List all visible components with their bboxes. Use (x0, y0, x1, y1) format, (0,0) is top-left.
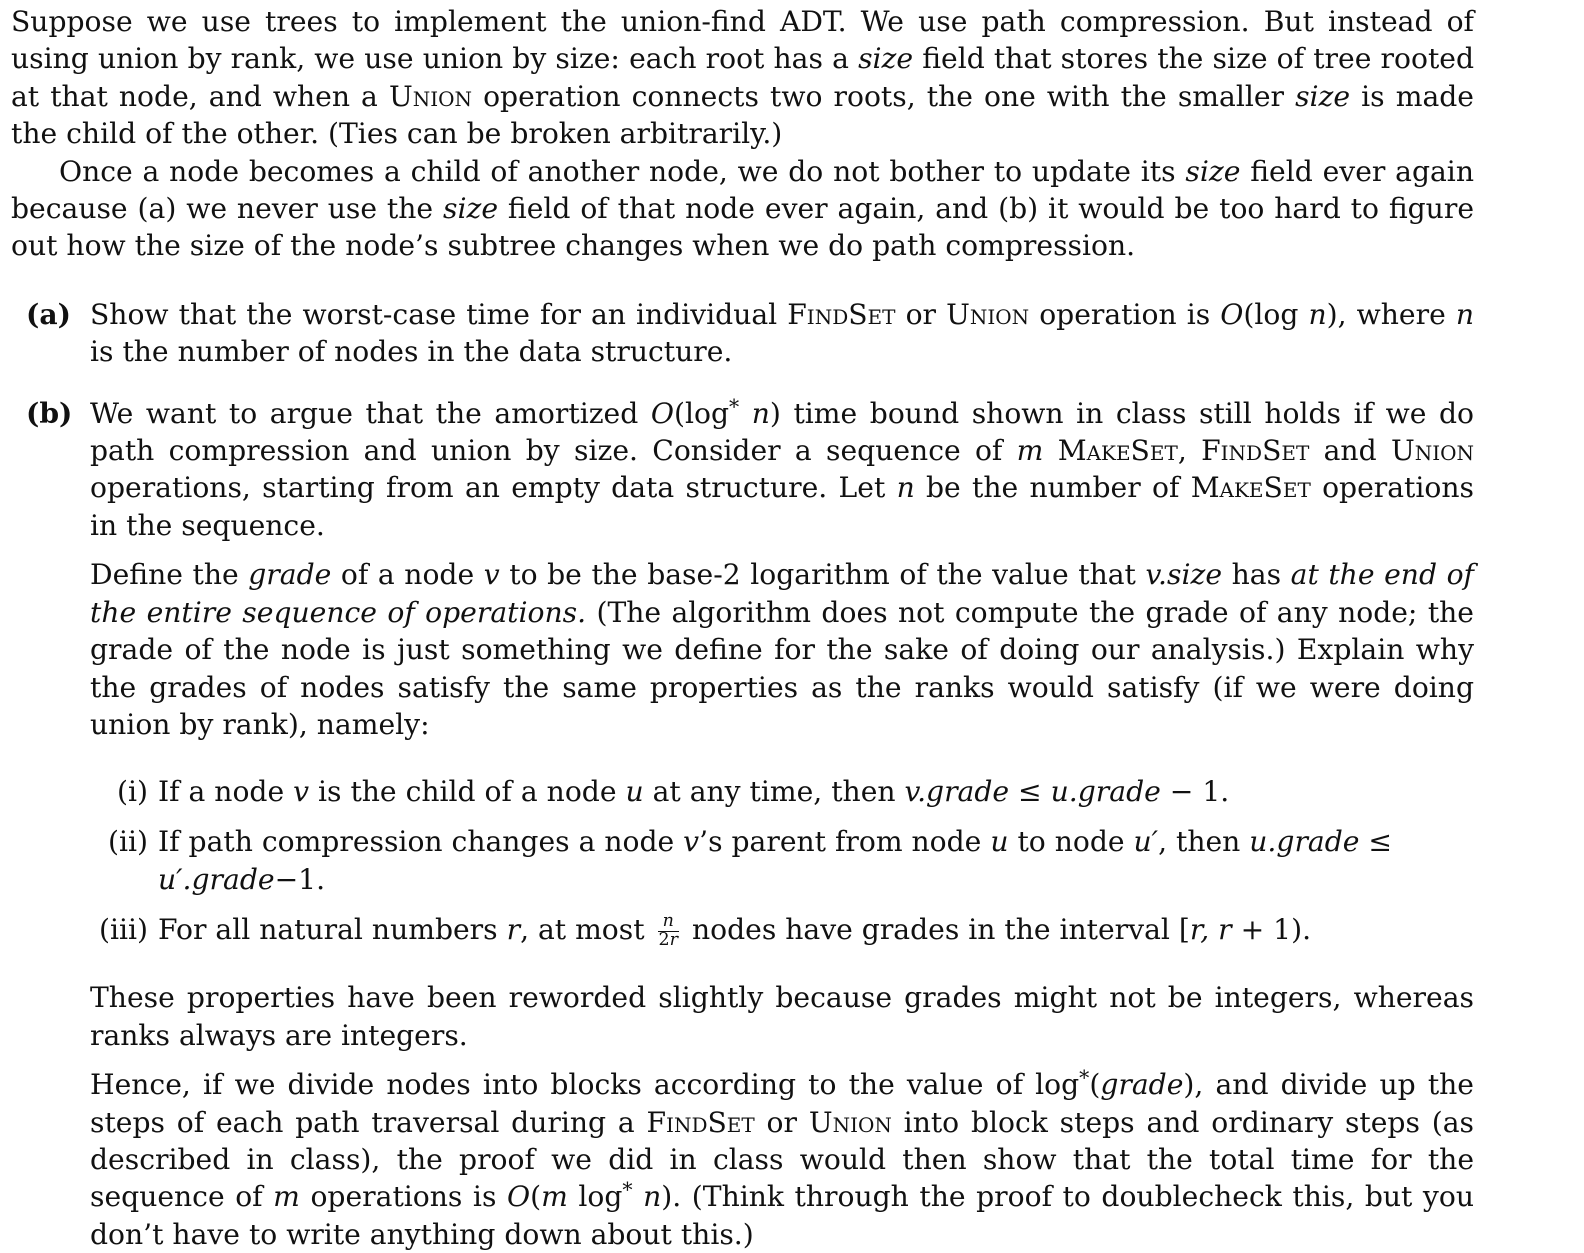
term-size: size (1185, 154, 1241, 188)
op-findset: FindSet (787, 297, 896, 331)
op-makeset: MakeSet (1057, 434, 1178, 468)
math-n: n (1308, 297, 1327, 331)
part-b (11, 395, 1474, 1253)
property-item-ii: (ii) If path compression changes a node v’s parent from node u to node u′, then u.grade ≤ u′.grade−1. (107, 825, 1393, 896)
fraction-n-over-2r: $\frac{n}{2r}$ (658, 911, 679, 950)
term-size: size (858, 42, 914, 76)
property-list (90, 773, 1474, 949)
term-size: size (442, 192, 498, 226)
part-b-paragraph-4: Hence, if we divide nodes into blocks according to the value of log*(grade), and divide up the steps of each path traversal during a FindSet or Union into block steps and ordinary steps (as described in class), the proof we did in class would then show that the total time for the sequence of m operations is O(m log* n). (Think through the proof to doublecheck this, but you don’t have to write anything down about this.) (90, 1066, 1475, 1251)
op-findset: FindSet (646, 1105, 755, 1139)
op-union: Union (1390, 434, 1474, 468)
math-n: n (1455, 297, 1474, 331)
intro-paragraph-2: Once a node becomes a child of another node, we do not bother to update its size field ever again because (a) we never use the size field of that node ever again, and (b) it would be too hard to figure out how the size of the node’s subtree changes when we do path compression. (11, 154, 1474, 263)
op-makeset: MakeSet (1190, 471, 1311, 505)
part-a (11, 296, 1474, 371)
term-size: size (1295, 79, 1351, 113)
part-b-paragraph-2: Define the grade of a node v to be the base-2 logarithm of the value that v.size has at the end of the entire sequence of operations. (The algorithm does not compute the grade of any node; the grade of the node is just something we define for the sake of doing our analysis.) Explain why the grades of nodes satisfy the same properties as the ranks would satisfy (if we were doing union by rank), namely: (90, 558, 1474, 741)
part-a-text: Show that the worst-case time for an individual FindSet or Union operation is O(log n), where n is the number of nodes in the data structure. (90, 297, 1474, 369)
op-union: Union (946, 297, 1030, 331)
intro-paragraph-1: Suppose we use trees to implement the union-find ADT. We use path compression. But instead of using union by rank, we use union by size: each root has a size field that stores the size of tree rooted at that node, and when a Union operation connects two roots, the one with the smaller size is made the child of the other. (Ties can be broken arbitrarily.) (11, 5, 1474, 151)
op-union: Union (388, 79, 473, 113)
property-item-iii: (iii) For all natural numbers r, at most $\frac{n}{2r}$ nodes have grades in the interval [r, r + 1). (98, 911, 1312, 950)
part-b-label: (b) (26, 396, 73, 430)
math-o: O (1220, 297, 1244, 331)
part-a-label: (a) (26, 297, 71, 331)
part-b-paragraph-1: We want to argue that the amortized O(log* n) time bound shown in class still holds if we do path compression and union by size. Consider a sequence of m MakeSet, FindSet and Union operations, starting from an empty data structure. Let n be the number of MakeSet operations in the sequence. (90, 394, 1474, 542)
op-findset: FindSet (1201, 434, 1310, 468)
op-union: Union (808, 1105, 892, 1139)
property-item-i: (i) If a node v is the child of a node u at any time, then v.grade ≤ u.grade − 1. (116, 775, 1230, 809)
part-b-paragraph-3: These properties have been reworded slightly because grades might not be integers, whereas ranks always are integers. (90, 981, 1474, 1052)
